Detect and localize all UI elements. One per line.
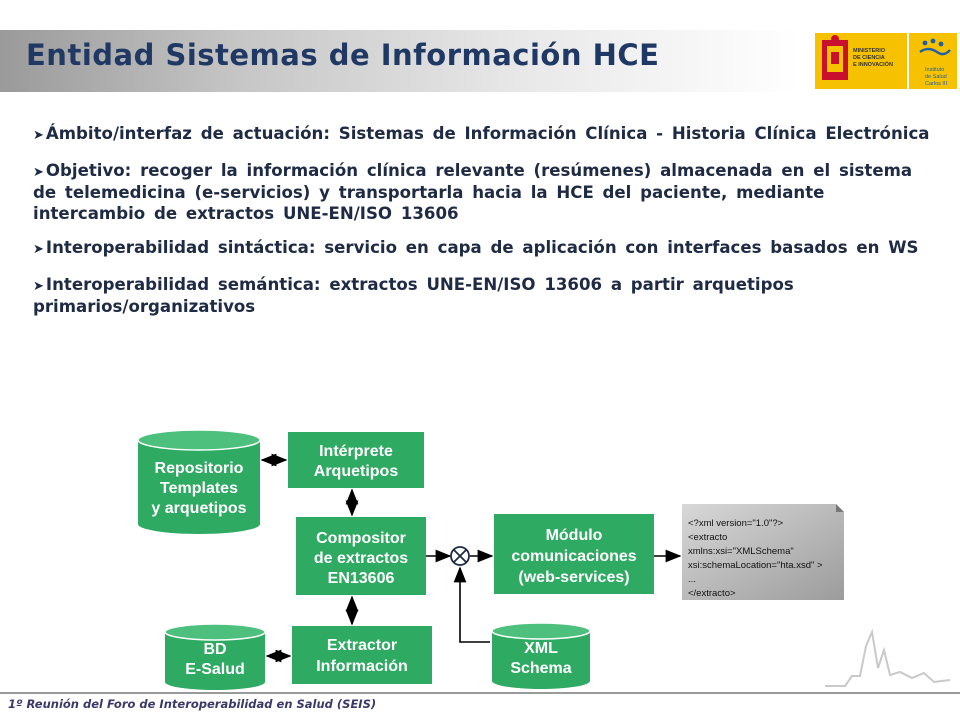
bullet-list [33, 124, 933, 332]
bullet-item [33, 275, 933, 318]
ministerio-label-line-3: E INNOVACIÓN [853, 62, 893, 68]
arrow-bullet-icon: ➤ [33, 242, 44, 257]
page-title: Entidad Sistemas de Información HCE [26, 38, 660, 72]
xml-line: <?xml version="1.0"?> [688, 518, 784, 529]
interprete-box [288, 432, 424, 488]
arrow-bullet-icon: ➤ [33, 128, 44, 143]
connector-schema-mixer [460, 568, 490, 642]
compositor-label-line-1: Compositor [316, 530, 406, 547]
architecture-diagram [0, 420, 960, 690]
bullet-text: Ámbito/interfaz de actuación: Sistemas de Información Clínica - Historia Clínica Electrónica [45, 124, 930, 143]
bd-esalud-database [165, 624, 265, 690]
arrow-bullet-icon: ➤ [33, 278, 44, 294]
footer-divider [0, 692, 960, 694]
extractor-label-line-2: Información [316, 658, 408, 675]
xml-line: xsi:schemaLocation="hta.xsd" > [688, 560, 823, 571]
ecg-trace-icon [825, 632, 950, 686]
bullet-item [33, 124, 933, 147]
compositor-label-line-2: de extractos [313, 550, 409, 567]
bullet-text: Objetivo: recoger la información clínica relevante (resúmenes) almacenada en el sistema de telemedicina (e-servicios) y transportarla hacia la HCE del paciente, mediante intercambio de extractos UNE-EN/ISO 13606 [33, 160, 913, 223]
xml-schema-label-line-1: XML [524, 640, 558, 657]
repositorio-label-line-2: Templates [160, 480, 238, 497]
xml-line: ... [688, 574, 696, 585]
interprete-label-line-1: Intérprete [319, 443, 393, 460]
institution-logos [812, 30, 960, 92]
compositor-box [296, 517, 426, 595]
footer-text: 1º Reunión del Foro de Interoperabilidad en Salud (SEIS) [8, 697, 377, 711]
bullet-text: Interoperabilidad sintáctica: servicio en capa de aplicación con interfaces basados en WS [45, 238, 919, 257]
xml-document [682, 504, 844, 600]
compositor-label-line-3: EN13606 [327, 570, 395, 587]
modulo-label-line-3: (web-services) [518, 569, 630, 586]
bullet-item [33, 161, 933, 225]
xml-line: <extracto [688, 532, 728, 543]
coat-of-arms-icon [822, 35, 848, 80]
repositorio-label-line-3: y arquetipos [151, 500, 247, 517]
ministerio-label-line-1: MINISTERIO [853, 48, 886, 54]
modulo-comunicaciones-box [494, 514, 654, 594]
modulo-label-line-1: Módulo [545, 527, 603, 544]
bullet-item [33, 238, 933, 261]
extractor-box [292, 626, 432, 684]
repositorio-label-line-1: Repositorio [154, 460, 244, 477]
instituto-label-line-1: Instituto [925, 67, 945, 73]
arrow-bullet-icon: ➤ [33, 164, 44, 180]
interprete-label-line-2: Arquetipos [313, 463, 399, 480]
bd-label-line-1: BD [203, 641, 227, 658]
ministerio-label-line-2: DE CIENCIA [853, 55, 885, 61]
xml-line: xmlns:xsi="XMLSchema" [688, 546, 794, 557]
instituto-label-line-3: Carlos III [925, 81, 948, 87]
xml-schema-database [492, 623, 590, 689]
xml-schema-label-line-2: Schema [510, 660, 572, 677]
extractor-label-line-1: Extractor [326, 637, 398, 654]
instituto-label-line-2: de Salud [925, 74, 947, 80]
combiner-node-icon [451, 547, 469, 565]
repositorio-database [138, 430, 260, 534]
xml-line: </extracto> [688, 588, 736, 599]
modulo-label-line-2: comunicaciones [511, 548, 637, 565]
bd-label-line-2: E-Salud [185, 661, 245, 678]
bullet-text: Interoperabilidad semántica: extractos UNE-EN/ISO 13606 a partir arquetipos primarios/organizativos [33, 274, 794, 316]
